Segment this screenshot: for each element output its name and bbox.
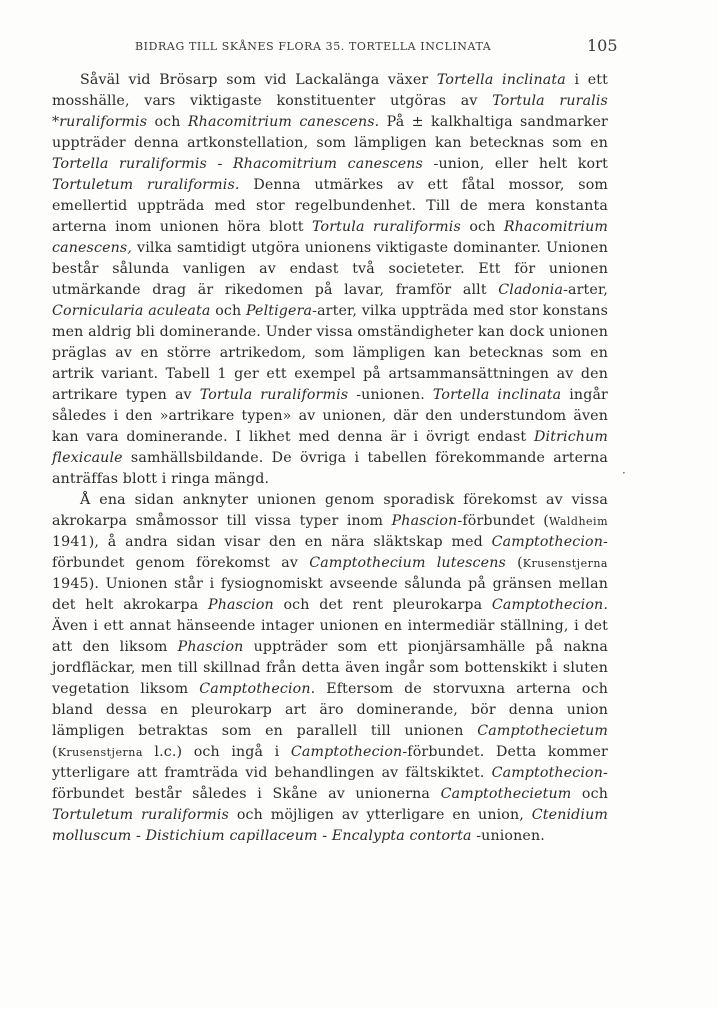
paragraph-1: Såväl vid Brösarp som vid Lackalänga växer Tortella inclinata i ett mosshälle, vars viktigaste konstituenter utgöras av Tortula ruralis *ruraliformis och Rhacomitrium canescens. På ± kalkhaltiga sandmarker uppträder denna artkonstellation, som lämpligen kan betecknas som en Tortella ruraliformis - Rhacomitrium canescens -union, eller helt kort Tortuletum ruraliformis. Denna utmärkes av ett fåtal mossor, som emellertid uppträda med stor regelbundenhet. Till de mera konstanta arterna inom unionen höra blott Tortula ruraliformis och Rhacomitrium canescens, vilka samtidigt utgöra unionens viktigaste dominanter. Unionen består sålunda vanligen av endast två societeter. Ett för unionen utmärkande drag är rikedomen på lavar, framför allt Cladonia-arter, Cornicularia aculeata och Peltigera-arter, vilka uppträda med stor konstans men aldrig bli dominerande. Under vissa omständigheter kan dock unionen präglas av en större artrikedom, som lämpligen kan betecknas som en artrik variant. Tabell 1 ger ett exempel på artsammansättningen av den artrikare typen av Tortula ruraliformis -unionen. Tortella inclinata ingår således i den »artrikare typen» av unionen, där den understundom även kan vara dominerande. I likhet med denna är i övrigt endast Ditrichum flexicaule samhällsbildande. De övriga i tabellen förekommande arterna anträffas blott i ringa mängd. bbox=[52, 72, 608, 487]
author-citation: Waldheim bbox=[548, 515, 608, 528]
author-citation: Krusenstjerna bbox=[57, 746, 143, 759]
author-citation: Krusenstjerna bbox=[522, 557, 608, 570]
page-number: 105 bbox=[587, 36, 618, 55]
body-text bbox=[52, 70, 608, 847]
running-head: BIDRAG TILL SKÅNES FLORA 35. TORTELLA INCLINATA bbox=[135, 40, 492, 53]
paragraph-2: Å ena sidan anknyter unionen genom sporadisk förekomst av vissa akrokarpa småmossor till vissa typer inom Phascion-förbundet (Waldheim 1941), å andra sidan visar den en nära släktskap med Camptothecion-förbundet genom förekomst av Camptothecium lutescens (Krusenstjerna 1945). Unionen står i fysiognomiskt avseende sålunda på gränsen mellan det helt akrokarpa Phascion och det rent pleurokarpa Camptothecion. Även i ett annat hänseende intager unionen en intermediär ställning, i det att den liksom Phascion uppträder som ett pionjärsamhälle på nakna jordfläckar, men till skillnad från detta även ingår som bottenskikt i sluten vegetation liksom Camptothecion. Eftersom de storvuxna arterna och bland dessa en pleurokarp art äro dominerande, bör denna union lämpligen betraktas som en parallell till unionen Camptothecietum (Krusenstjerna l.c.) och ingå i Camptothecion-förbundet. Detta kommer ytterligare att framträda vid behandlingen av fältskiktet. Camptothecion-förbundet består således i Skåne av unionerna Camptothecietum och Tortuletum ruraliformis och möjligen av ytterligare en union, Ctenidium molluscum - Distichium capillaceum - Encalypta contorta -unionen. bbox=[52, 492, 608, 844]
stray-mark: · bbox=[622, 466, 626, 480]
